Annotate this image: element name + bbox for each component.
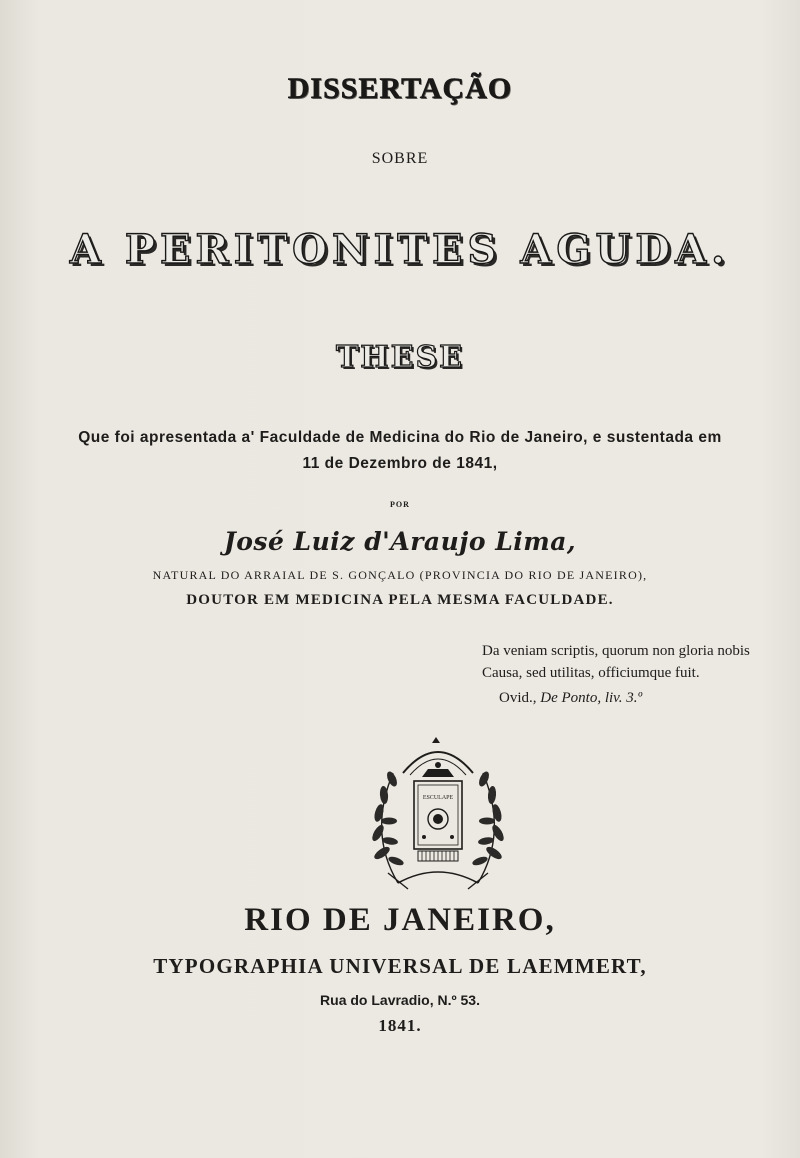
imprint-printer: TYPOGRAPHIA UNIVERSAL DE LAEMMERT, — [153, 954, 647, 978]
epigraph — [482, 640, 782, 709]
dissertation-heading: DISSERTAÇÃO — [287, 72, 513, 105]
printer-emblem-icon — [358, 733, 518, 893]
imprint-city: RIO DE JANEIRO, — [244, 902, 556, 938]
author-origin: NATURAL DO ARRAIAL DE S. GONÇALO (PROVINCIA DO RIO DE JANEIRO), — [152, 568, 648, 582]
emblem-label: ESCULAPE — [422, 795, 454, 801]
subject-title: A PERITONITES AGUDA. — [69, 226, 731, 273]
thesis-heading: THESE — [335, 340, 465, 375]
epigraph-citation — [499, 687, 782, 709]
author-name: José Luiz d'Araujo Lima, — [223, 527, 577, 556]
presentation-line-1: Que foi apresentada a' Faculdade de Medicina do Rio de Janeiro, e sustentada em — [78, 429, 722, 446]
epigraph-line-1: Da veniam scriptis, quorum non gloria nobis — [482, 643, 750, 659]
emblem-drawing — [358, 733, 518, 893]
by-label: POR — [390, 500, 410, 509]
epigraph-line-2: Causa, sed utilitas, officiumque fuit. — [482, 665, 700, 681]
about-label: SOBRE — [371, 150, 429, 167]
presentation-line-2: 11 de Dezembro de 1841, — [302, 455, 498, 472]
epigraph-citation-work: De Ponto, liv. 3.º — [540, 690, 643, 706]
imprint-address: Rua do Lavradio, N.º 53. — [320, 992, 480, 1008]
epigraph-citation-author: Ovid., — [499, 690, 537, 706]
imprint-year: 1841. — [378, 1016, 422, 1035]
author-degree: DOUTOR EM MEDICINA PELA MESMA FACULDADE. — [186, 592, 614, 608]
